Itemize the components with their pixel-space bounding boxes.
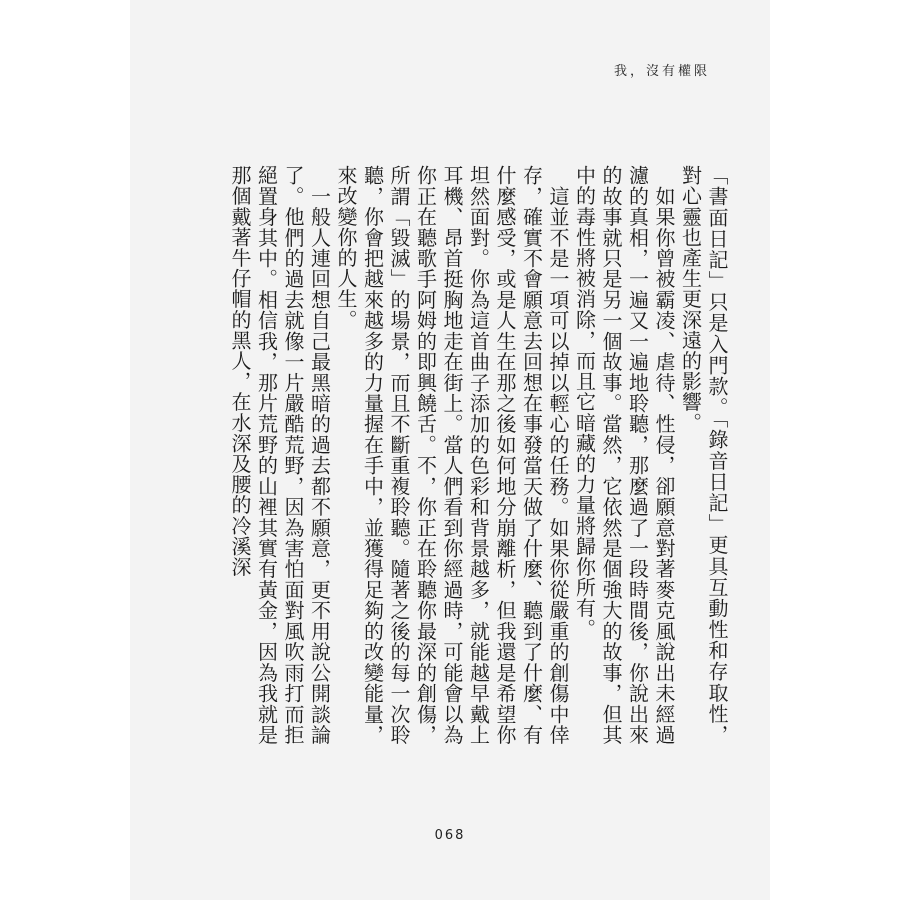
paragraph-4: 一般人連回想自己最黑暗的過去都不願意，更不用說公開談論了。他們的過去就像一片嚴酷荒野，因為害怕面對風吹雨打而拒絕置身其中。相信我，那片荒野的山裡其實有黃金，因為我就是那個戴著牛仔帽的黑人，在水深及腰的冷溪深 bbox=[228, 165, 332, 745]
paragraph-2: 如果你曾被霸凌、虐待、性侵，卻願意對著麥克風說出未經過濾的真相，一遍又一遍地聆聽，那麼過了一段時間後，你說出來的故事就只是另一個故事。當然，它依然是個強大的故事，但其中的毒性將被消除，而且它暗藏的力量將歸你所有。 bbox=[572, 165, 676, 745]
body-text bbox=[227, 165, 731, 745]
paragraph-1: 「書面日記」只是入門款。「錄音日記」更具互動性和存取性，對心靈也產生更深遠的影響。 bbox=[678, 165, 729, 745]
page-number: 068 bbox=[434, 828, 466, 843]
book-page bbox=[130, 0, 770, 900]
running-head: 我，沒有權限 bbox=[613, 64, 710, 79]
paragraph-3: 這並不是一項可以掉以輕心的任務。如果你從嚴重的創傷中倖存，確實不會願意去回想在事發當天做了什麼、聽到了什麼、有什麼感受，或是人生在那之後如何地分崩離析，但我還是希望你坦然面對。你為這首曲子添加的色彩和背景越多，就能越早戴上耳機、昂首挺胸地走在街上。當人們看到你經過時，可能會以為你正在聽歌手阿姆的即興饒舌。不，你正在聆聽你最深的創傷，所謂「毀滅」的場景，而且不斷重複聆聽。隨著之後的每一次聆聽，你會把越來越多的力量握在手中，並獲得足夠的改變能量，來改變你的人生。 bbox=[334, 165, 570, 745]
